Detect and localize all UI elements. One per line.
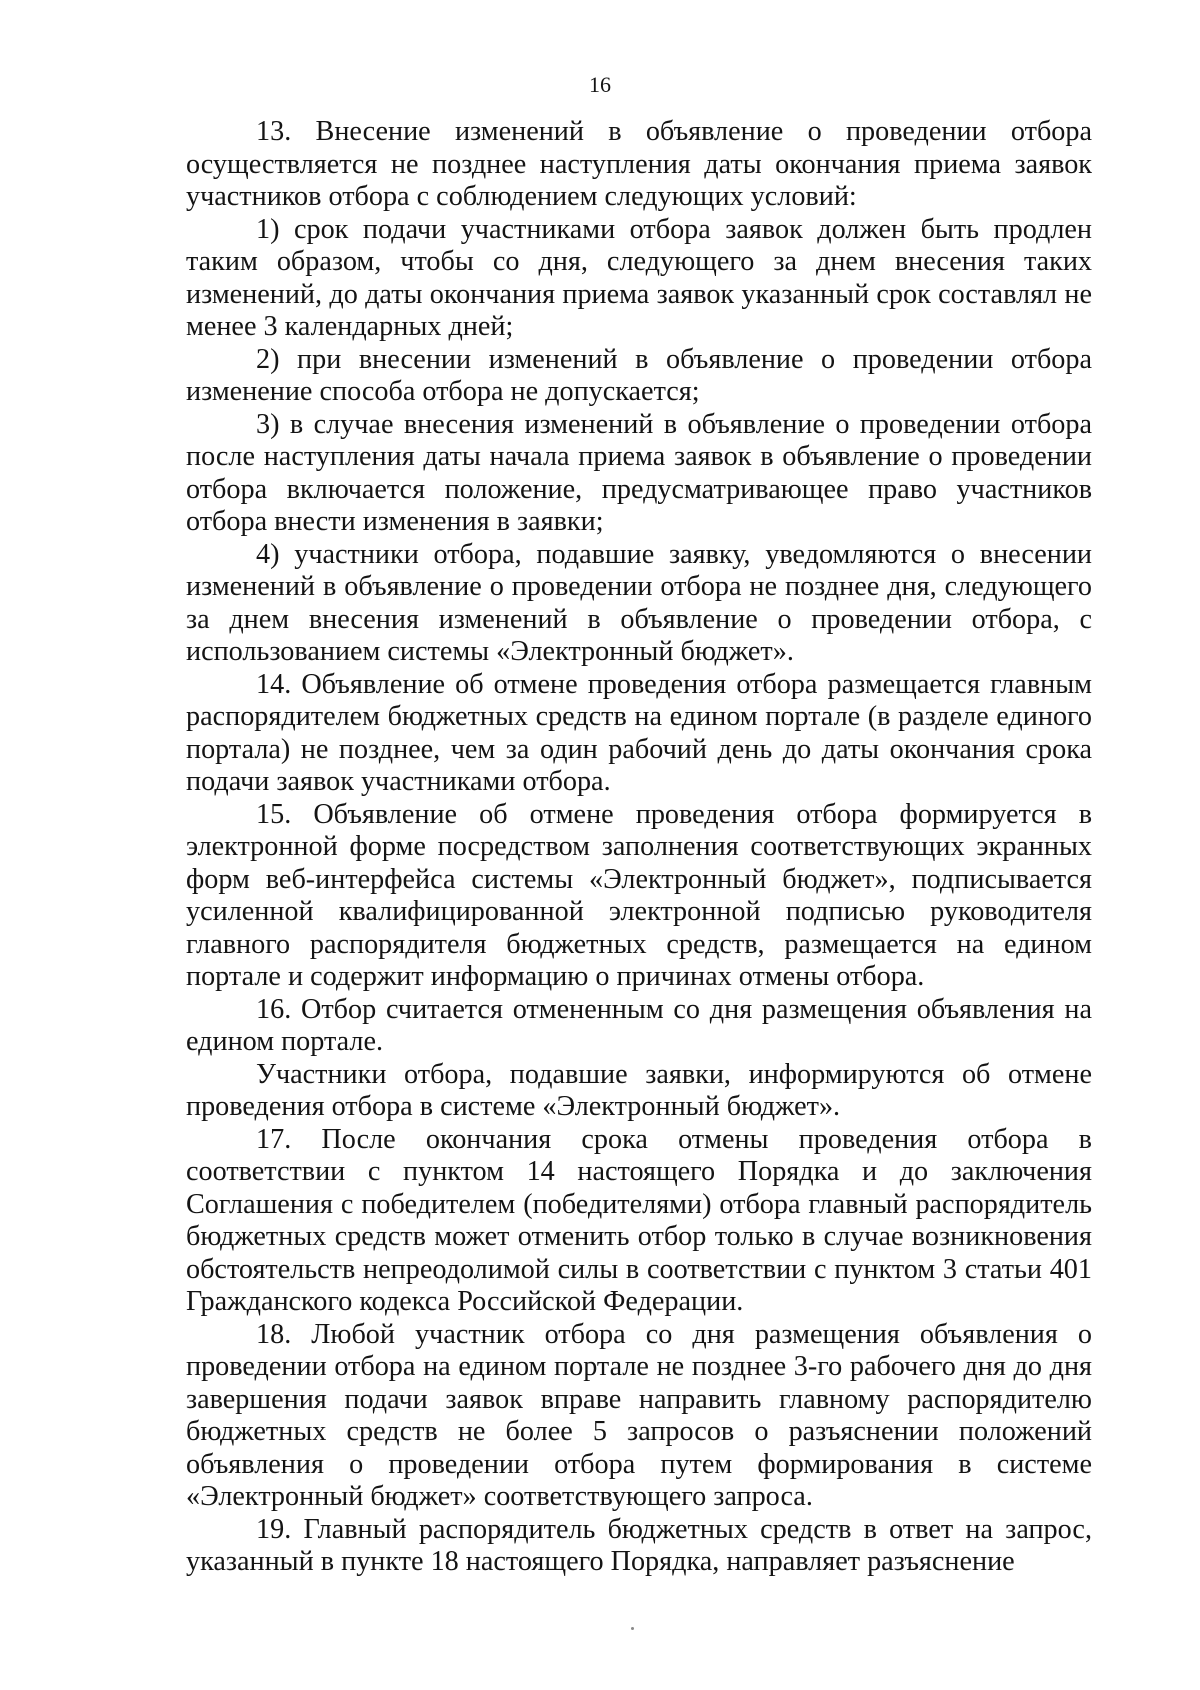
paragraph-19: 19. Главный распорядитель бюджетных средств в ответ на запрос, указанный в пункте 18 настоящего Порядка, направляет разъяснение [186,1513,1092,1577]
paragraph-16: 16. Отбор считается отмененным со дня размещения объявления на едином портале. [186,993,1092,1057]
paragraph-16-continued: Участники отбора, подавшие заявки, информируются об отмене проведения отбора в системе «Электронный бюджет». [186,1058,1092,1122]
scan-speck [631,1627,634,1630]
paragraph-17: 17. После окончания срока отмены проведения отбора в соответствии с пунктом 14 настоящего Порядка и до заключения Соглашения с победителем (победителями) отбора главный распорядитель бюджетных средств может отменить отбор только в случае возникновения обстоятельств непреодолимой силы в соответствии с пунктом 3 статьи 401 Гражданского кодекса Российской Федерации. [186,1123,1092,1317]
document-body [186,116,1092,1579]
paragraph-14: 14. Объявление об отмене проведения отбора размещается главным распорядителем бюджетных средств на едином портале (в разделе единого портала) не позднее, чем за один рабочий день до даты окончания срока подачи заявок участниками отбора. [186,668,1092,797]
paragraph-13-item-2: 2) при внесении изменений в объявление о проведении отбора изменение способа отбора не допускается; [186,343,1092,407]
page-number: 16 [589,72,611,97]
paragraph-13-item-4: 4) участники отбора, подавшие заявку, уведомляются о внесении изменений в объявление о проведении отбора не позднее дня, следующего за днем внесения изменений в объявление о проведении отбора, с использованием системы «Электронный бюджет». [186,538,1092,667]
paragraph-13: 13. Внесение изменений в объявление о проведении отбора осуществляется не позднее наступления даты окончания приема заявок участников отбора с соблюдением следующих условий: [186,116,1092,212]
paragraph-18: 18. Любой участник отбора со дня размещения объявления о проведении отбора на едином портале не позднее 3-го рабочего дня до дня завершения подачи заявок вправе направить главному распорядителю бюджетных средств не более 5 запросов о разъяснении положений объявления о проведении отбора путем формирования в системе «Электронный бюджет» соответствующего запроса. [186,1318,1092,1512]
paragraph-15: 15. Объявление об отмене проведения отбора формируется в электронной форме посредством заполнения соответствующих экранных форм веб-интерфейса системы «Электронный бюджет», подписывается усиленной квалифицированной электронной подписью руководителя главного распорядителя бюджетных средств, размещается на едином портале и содержит информацию о причинах отмены отбора. [186,798,1092,992]
paragraph-13-item-3: 3) в случае внесения изменений в объявление о проведении отбора после наступления даты начала приема заявок в объявление о проведении отбора включается положение, предусматривающее право участников отбора внести изменения в заявки; [186,408,1092,537]
paragraph-13-item-1: 1) срок подачи участниками отбора заявок должен быть продлен таким образом, чтобы со дня, следующего за днем внесения таких изменений, до даты окончания приема заявок указанный срок составлял не менее 3 календарных дней; [186,213,1092,342]
